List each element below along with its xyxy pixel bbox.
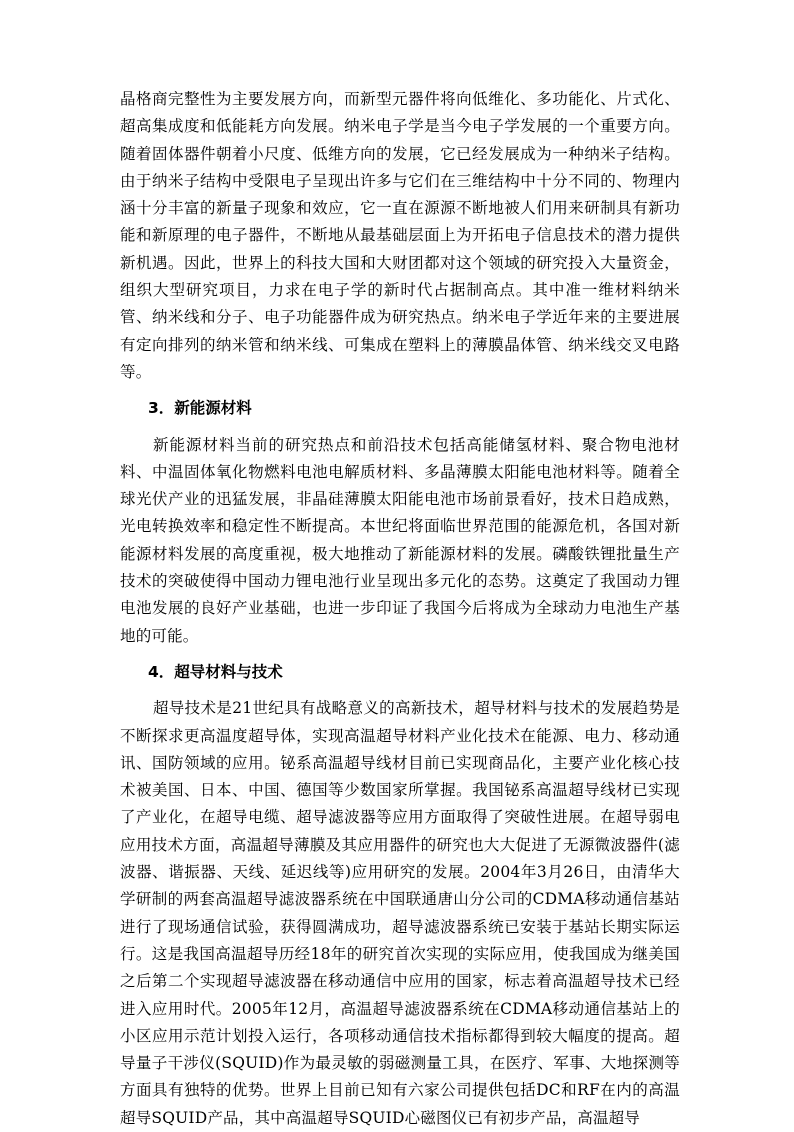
section-title: 超导材料与技术	[174, 662, 283, 681]
section-title: 新能源材料	[174, 399, 252, 418]
paragraph-new-energy: 新能源材料当前的研究热点和前沿技术包括高能储氢材料、聚合物电池材料、中温固体氧化物燃料电池电解质材料、多晶薄膜太阳能电池材料等。随着全球光伏产业的迅猛发展，非晶硅薄膜太阳能电池市场前景看好，技术日趋成熟，光电转换效率和稳定性不断提高。本世纪将面临世界范围的能源危机，各国对新能源材料发展的高度重视，极大地推动了新能源材料的发展。磷酸铁锂批量生产技术的突破使得中国动力锂电池行业呈现出多元化的态势。这奠定了我国动力锂电池发展的良好产业基础，也进一步印证了我国今后将成为全球动力电池生产基地的可能。	[120, 435, 680, 645]
paragraph-superconductor: 超导技术是21世纪具有战略意义的高新技术，超导材料与技术的发展趋势是不断探求更高温度超导体，实现高温超导材料产业化技术在能源、电力、移动通讯、国防领域的应用。铋系高温超导线材目前已实现商品化，主要产业化核心技术被美国、日本、中国、德国等少数国家所掌握。我国铋系高温超导线材已实现了产业化，在超导电缆、超导滤波器等应用方面取得了突破性进展。在超导弱电应用技术方面，高温超导薄膜及其应用器件的研究也大大促进了无源微波器件(滤波器、谐振器、天线、延迟线等)应用研究的发展。2004年3月26日，由清华大学研制的两套高温超导滤波器系统在中国联通唐山分公司的CDMA移动通信基站进行了现场通信试验，获得圆满成功，超导滤波器系统已安装于基站长期实际运行。这是我国高温超导历经18年的研究首次实现的实际应用，使我国成为继美国之后第二个实现超导滤波器在移动通信中应用的国家，标志着高温超导技术已经进入应用时代。2005年12月，高温超导滤波器系统在CDMA移动通信基站上的小区应用示范计划投入运行，各项移动通信技术指标都得到较大幅度的提高。超导量子干涉仪(SQUID)作为最灵敏的弱磁测量工具，在医疗、军事、大地探测等方面具有独特的优势。世界上目前已知有六家公司提供包括DC和RF在内的高温超导SQUID产品，其中高温超导SQUID心磁图仪已有初步产品，高温超导	[120, 699, 680, 1127]
paragraph-nanoelectronics: 晶格商完整性为主要发展方向，而新型元器件将向低维化、多功能化、片式化、超高集成度和低能耗方向发展。纳米电子学是当今电子学发展的一个重要方向。随着固体器件朝着小尺度、低维方向的发展，它已经发展成为一种纳米子结构。由于纳米子结构中受限电子呈现出许多与它们在三维结构中十分不同的、物理内涵十分丰富的新量子现象和效应，它一直在源源不断地被人们用来研制具有新功能和新原理的电子器件，不断地从最基础层面上为开拓电子信息技术的潜力提供新机遇。因此，世界上的科技大国和大财团都对这个领域的研究投入大量资金，组织大型研究项目，力求在电子学的新时代占据制高点。其中准一维材料纳米管、纳米线和分子、电子功能器件成为研究热点。纳米电子学近年来的主要进展有定向排列的纳米管和纳米线、可集成在塑料上的薄膜晶体管、纳米线交叉电路等。	[120, 90, 680, 381]
section-heading-superconductor	[120, 659, 680, 686]
section-heading-new-energy	[120, 395, 680, 422]
document-body	[120, 86, 680, 1132]
section-number: 4．	[148, 662, 175, 681]
section-number: 3．	[148, 399, 175, 418]
